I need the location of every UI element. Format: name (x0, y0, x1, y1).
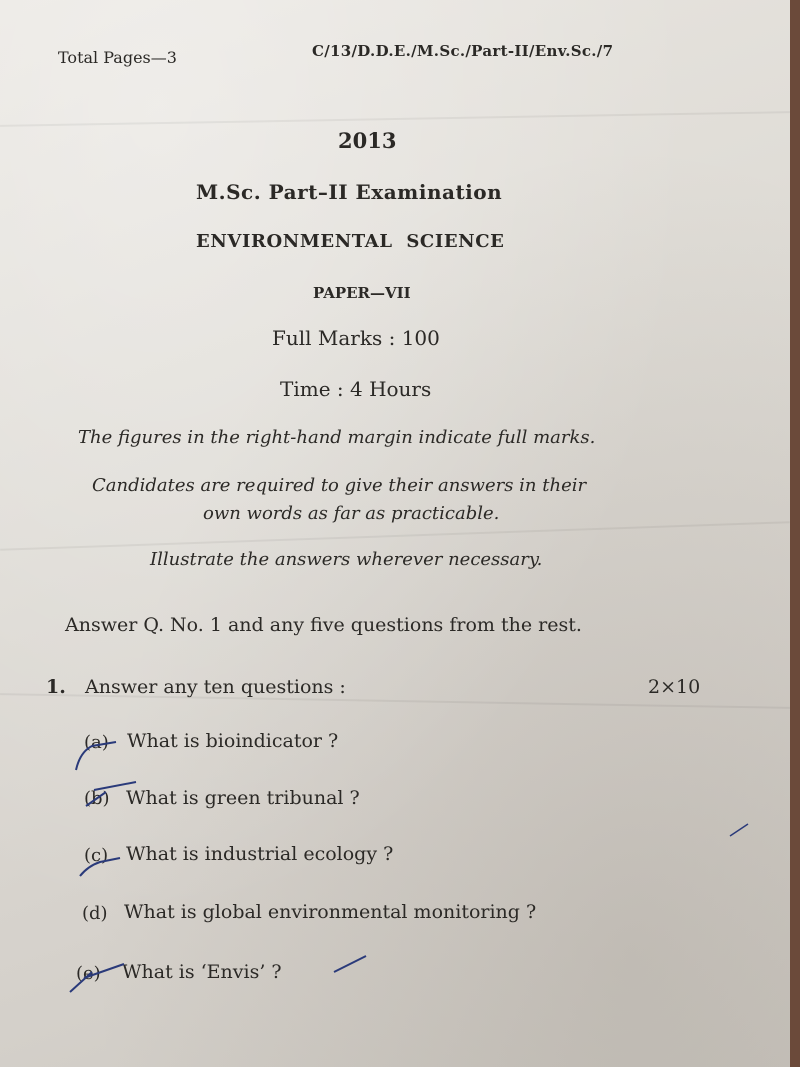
exam-time: Time : 4 Hours (280, 377, 432, 401)
question-text: Answer any ten questions : (85, 676, 346, 698)
sub-question-text: What is ‘Envis’ ? (122, 961, 282, 983)
exam-title: M.Sc. Part–II Examination (196, 180, 503, 204)
total-pages-label: Total Pages—3 (58, 48, 177, 67)
question-number: 1. (46, 676, 66, 698)
sub-question-label: (c) (84, 845, 109, 866)
sub-question-text: What is global environmental monitoring ? (124, 901, 537, 923)
paper-code: C/13/D.D.E./M.Sc./Part-II/Env.Sc./7 (312, 42, 614, 60)
sub-question-text: What is industrial ecology ? (126, 843, 394, 865)
question-marks: 2×10 (648, 676, 701, 698)
sub-question-label: (e) (76, 963, 101, 984)
subject-title: ENVIRONMENTAL SCIENCE (196, 231, 505, 252)
instruction-own-words-line2: own words as far as practicable. (203, 503, 500, 524)
sub-question-label: (d) (82, 903, 108, 924)
sub-question-label: (a) (84, 732, 109, 753)
instruction-own-words-line1: Candidates are required to give their answers in their (92, 475, 587, 496)
paper-number: PAPER—VII (313, 284, 411, 302)
instruction-illustrate: Illustrate the answers wherever necessary. (150, 549, 543, 570)
instruction-answer-rule: Answer Q. No. 1 and any five questions from the rest. (65, 614, 582, 636)
instruction-margin-note: The figures in the right-hand margin indicate full marks. (78, 427, 596, 448)
paper-crease (0, 521, 790, 551)
sub-question-text: What is green tribunal ? (126, 787, 360, 809)
paper-crease (0, 111, 790, 127)
exam-year: 2013 (338, 128, 397, 153)
sub-question-label: (b) (84, 788, 110, 809)
full-marks: Full Marks : 100 (272, 326, 440, 350)
sub-question-text: What is bioindicator ? (127, 730, 339, 752)
